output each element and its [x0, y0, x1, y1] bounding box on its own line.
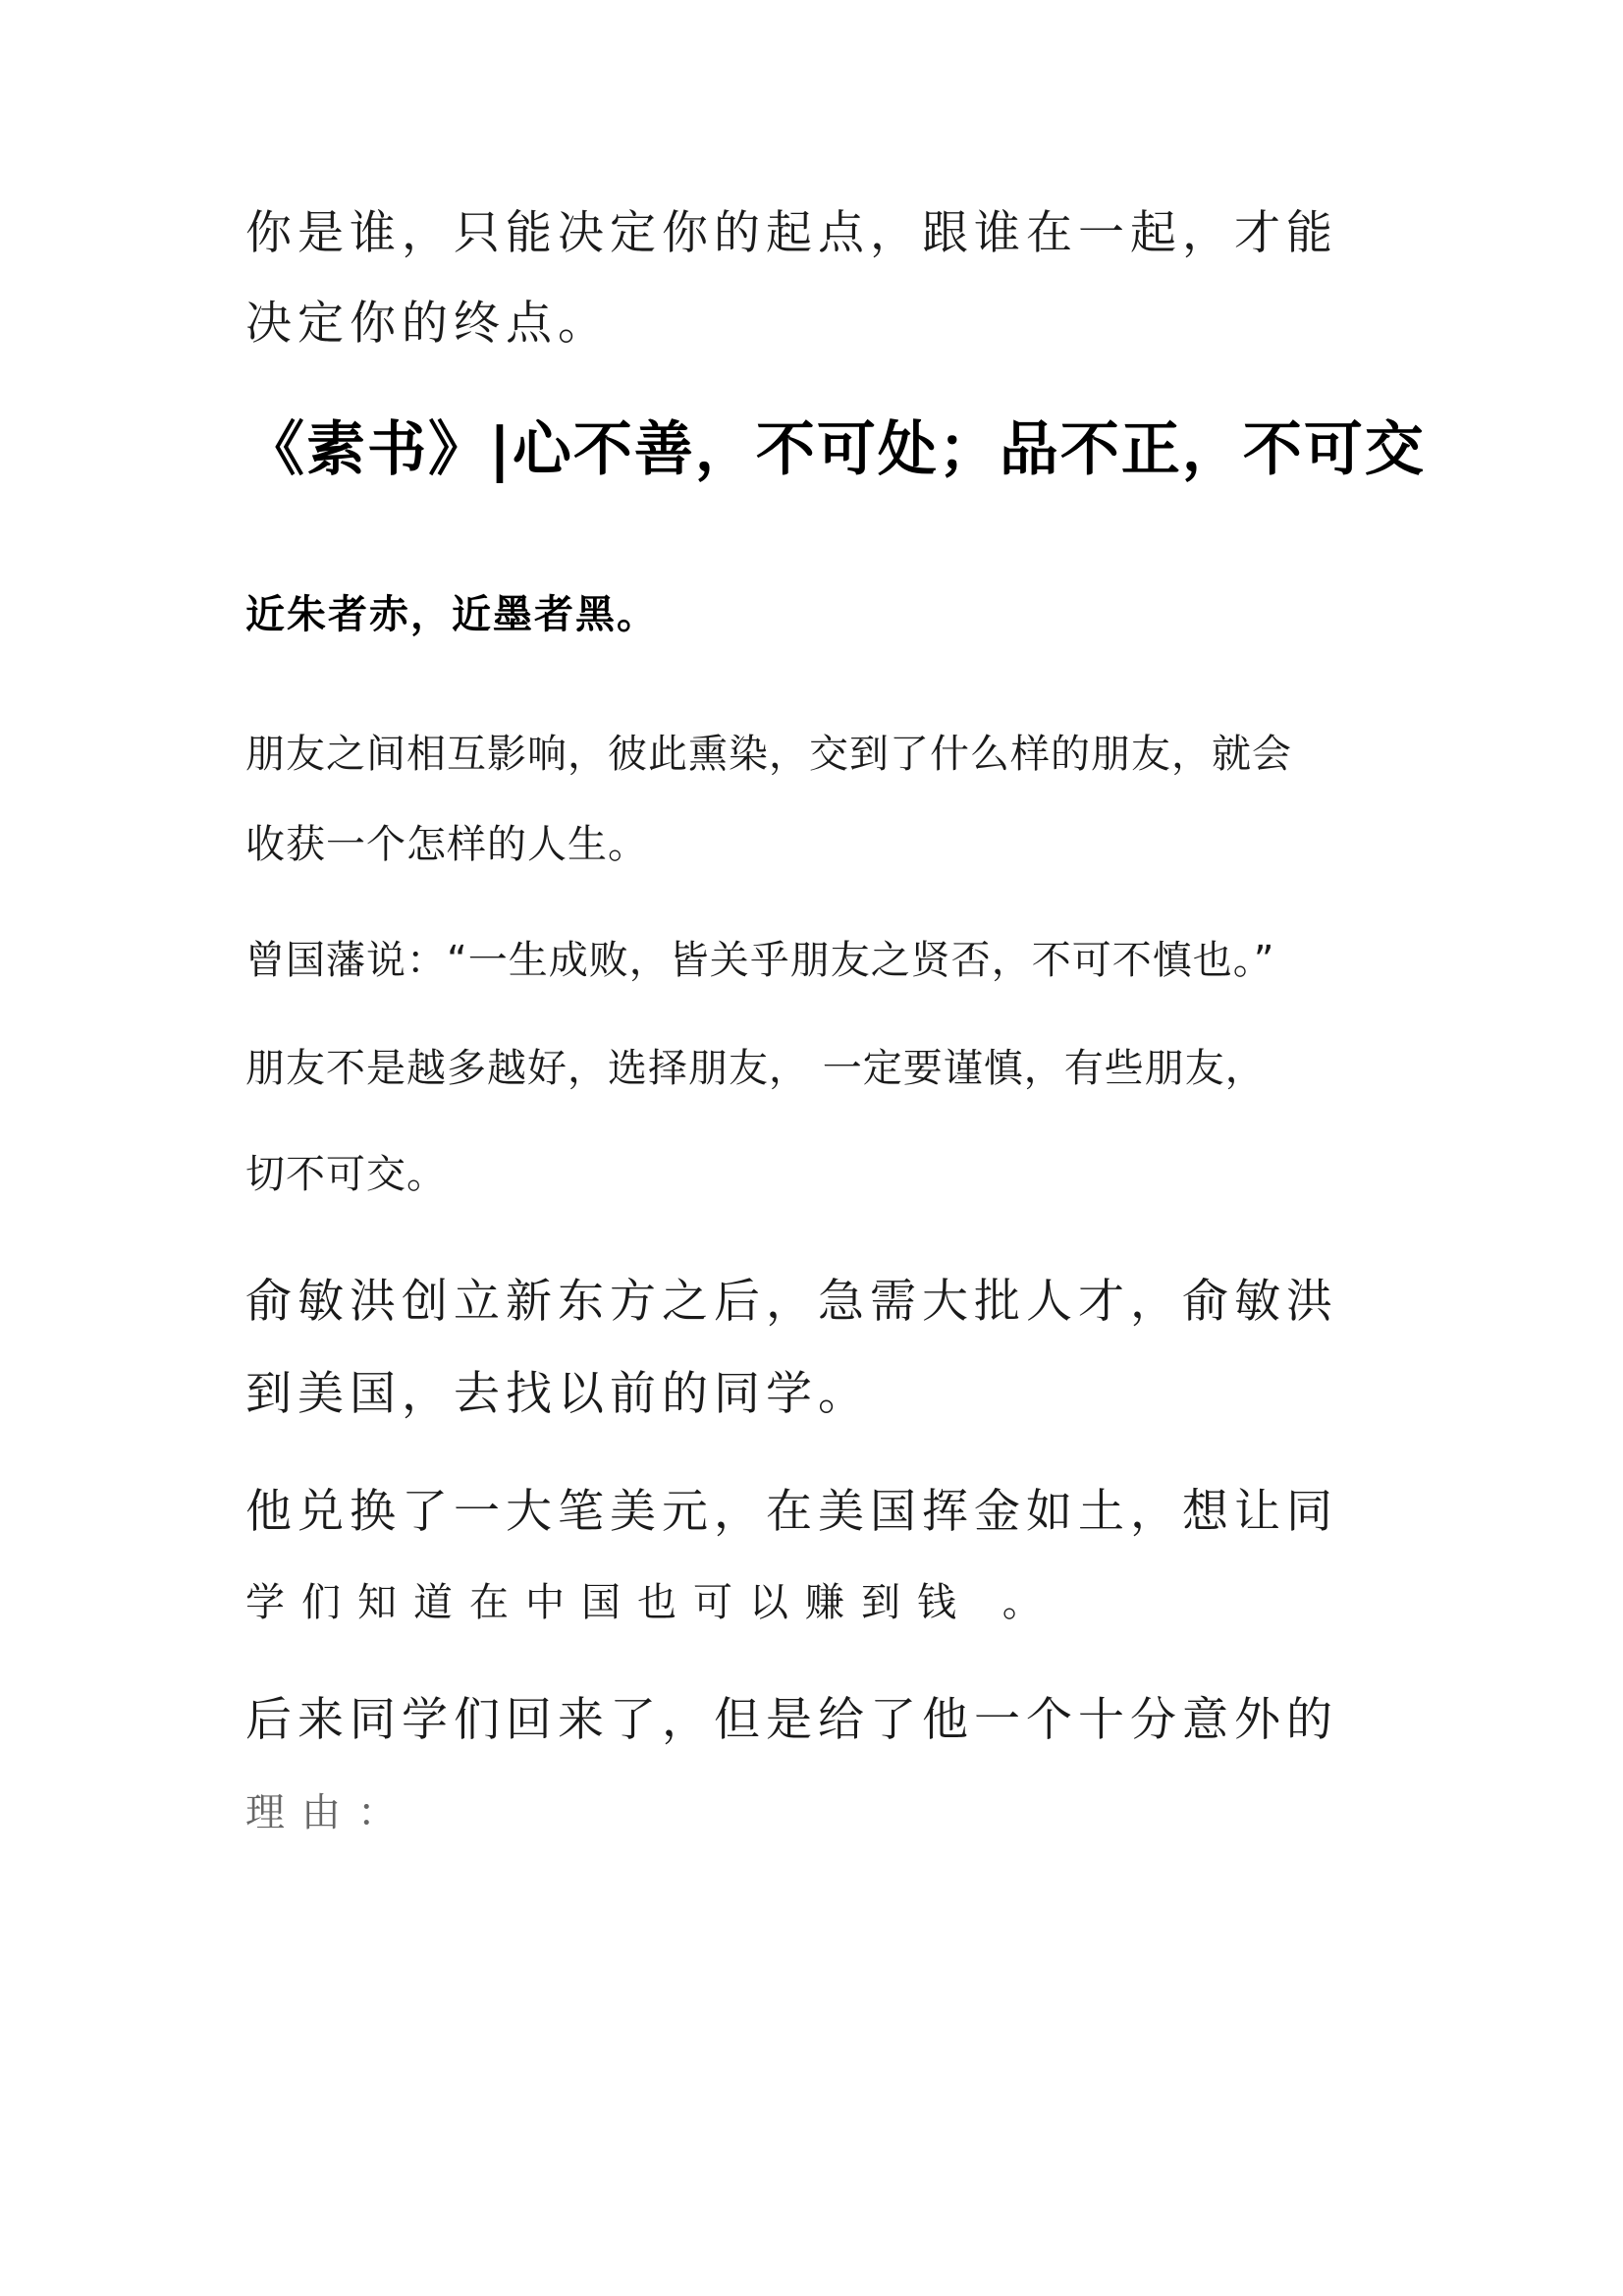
para1-line-1: 朋友之间相互影响，彼此熏染，交到了什么样的朋友，就会: [245, 732, 1292, 777]
intro-line-1: 你是谁，只能决定你的起点，跟谁在一起，才能: [245, 206, 1338, 260]
story2-line-2: 学们知道在中国也可以赚到钱 。: [245, 1580, 1058, 1625]
para2-line-1: 朋友不是越多越好，选择朋友， 一定要谨慎，有些朋友，: [245, 1046, 1266, 1091]
para1-line-2: 收获一个怎样的人生。: [245, 822, 648, 867]
story3-line-2: 理由：: [245, 1790, 413, 1835]
story2-line-1: 他兑换了一大笔美元，在美国挥金如土，想让同: [245, 1485, 1338, 1539]
quote-line: 曾国藩说：“一生成败，皆关乎朋友之贤否，不可不慎也。”: [245, 938, 1275, 983]
story1-line-1: 俞敏洪创立新东方之后，急需大批人才，俞敏洪: [245, 1275, 1338, 1329]
article-title: 《素书》|心不善，不可处；品不正，不可交: [245, 415, 1426, 484]
story1-line-2: 到美国，去找以前的同学。: [245, 1367, 870, 1421]
story3-line-1: 后来同学们回来了，但是给了他一个十分意外的: [245, 1693, 1338, 1747]
intro-line-2: 决定你的终点。: [245, 297, 610, 351]
article-subtitle: 近朱者赤，近墨者黑。: [245, 592, 658, 637]
para2-line-2: 切不可交。: [245, 1152, 447, 1197]
